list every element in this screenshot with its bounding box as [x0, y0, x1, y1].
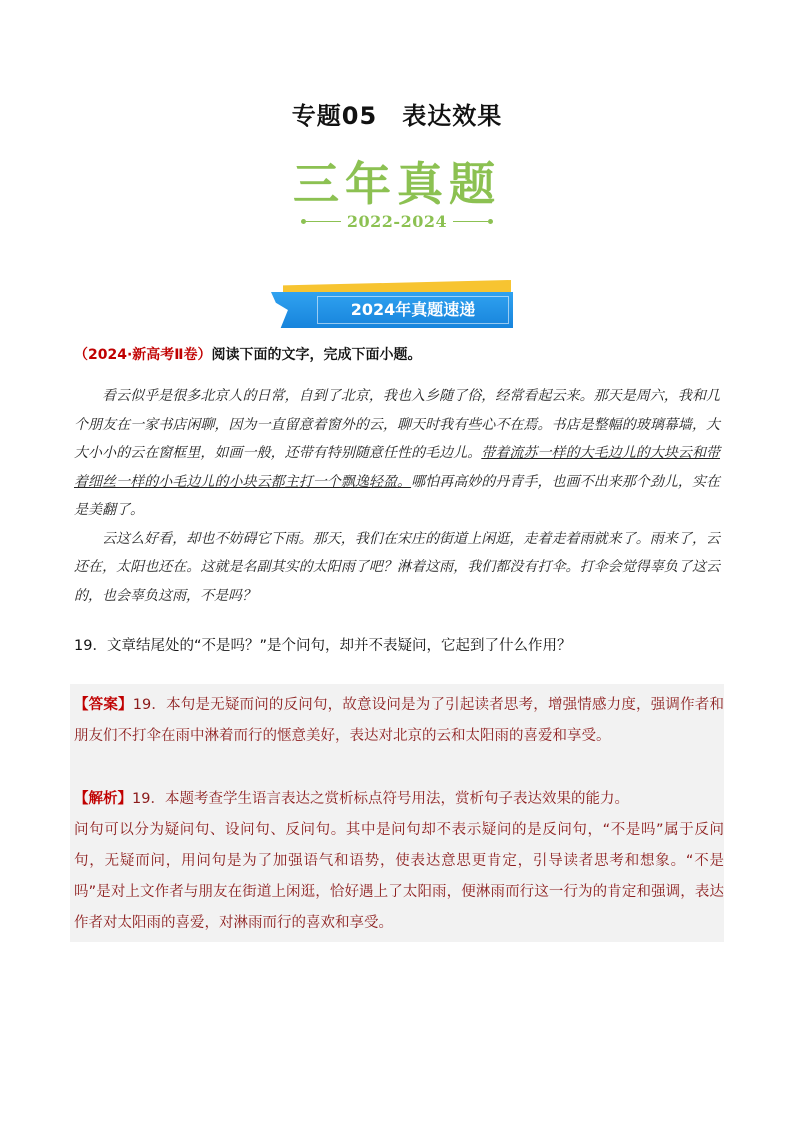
question-19: 19．文章结尾处的“不是吗？”是个问句，却并不表疑问，它起到了什么作用？ — [74, 638, 572, 654]
year-range-row — [0, 212, 794, 231]
reading-passage — [74, 382, 720, 610]
exam-source: （2024·新高考Ⅱ卷） — [74, 347, 212, 363]
instruction: 阅读下面的文字，完成下面小题。 — [211, 347, 422, 363]
answer-paragraph — [74, 690, 724, 752]
left-decoration — [301, 219, 341, 224]
big-title: 三年真题 — [293, 157, 501, 211]
year-range: 2022-2024 — [346, 212, 448, 231]
answer-tag: 【答案】 — [74, 697, 133, 713]
passage-paragraph: 云这么好看，却也不妨碍它下雨。那天，我们在宋庄的街道上闲逛，走着走着雨就来了。雨来了，云还在，太阳也还在。这就是名副其实的太阳雨了吧？淋着这雨，我们都没有打伞。打伞会觉得辜负了这云的，也会辜负这雨，不是吗？ — [74, 530, 720, 604]
topic-title: 专题05 表达效果 — [291, 102, 503, 130]
banner-label: 2024年真题速递 — [350, 300, 476, 319]
right-decoration — [453, 219, 493, 224]
passage-paragraph — [74, 382, 720, 525]
underlined-sentence: 带着流苏一样的大毛边儿的大块云和带着细丝一样的小毛边儿的小块云都主打一个飘逸轻盈。 — [74, 445, 721, 490]
passage-text: 哪怕再高妙的丹青手，也画不出来那个劲儿，实在是美翻了。 — [74, 473, 721, 518]
answer-text: 19．本句是无疑而问的反问句，故意设问是为了引起读者思考，增强情感力度，强调作者和朋友们不打伞在雨中淋着而行的惬意美好，表达对北京的云和太阳雨的喜爱和享受。 — [74, 697, 724, 744]
passage-text: 看云似乎是很多北京人的日常，自到了北京，我也入乡随了俗，经常看起云来。那天是周六，我和几个朋友在一家书店闲聊，因为一直留意着窗外的云，聊天时我有些心不在焉。书店是整幅的玻璃幕墙，大大小小的云在窗框里，如画一般，还带有特别随意任性的毛边儿。 — [74, 388, 720, 461]
answer-analysis-block — [70, 684, 724, 942]
analysis-body: 问句可以分为疑问句、设问句、反问句。其中是问句却不表示疑问的是反问句，“不是吗”属于反问句，无疑而问，用问句是为了加强语气和语势，使表达意思更肯定，引导读者思考和想象。“不是吗”是对上文作者与朋友在街道上闲逛，恰好遇上了太阳雨，便淋雨而行这一行为的肯定和强调，表达作者对太阳雨的喜爱，对淋雨而行的喜欢和享受。 — [74, 822, 724, 931]
analysis-tag: 【解析】 — [74, 791, 132, 807]
analysis-paragraph — [74, 784, 724, 939]
analysis-line1: 19．本题考查学生语言表达之赏析标点符号用法，赏析句子表达效果的能力。 — [132, 791, 629, 807]
question-intro — [74, 344, 422, 364]
section-banner — [271, 280, 513, 330]
